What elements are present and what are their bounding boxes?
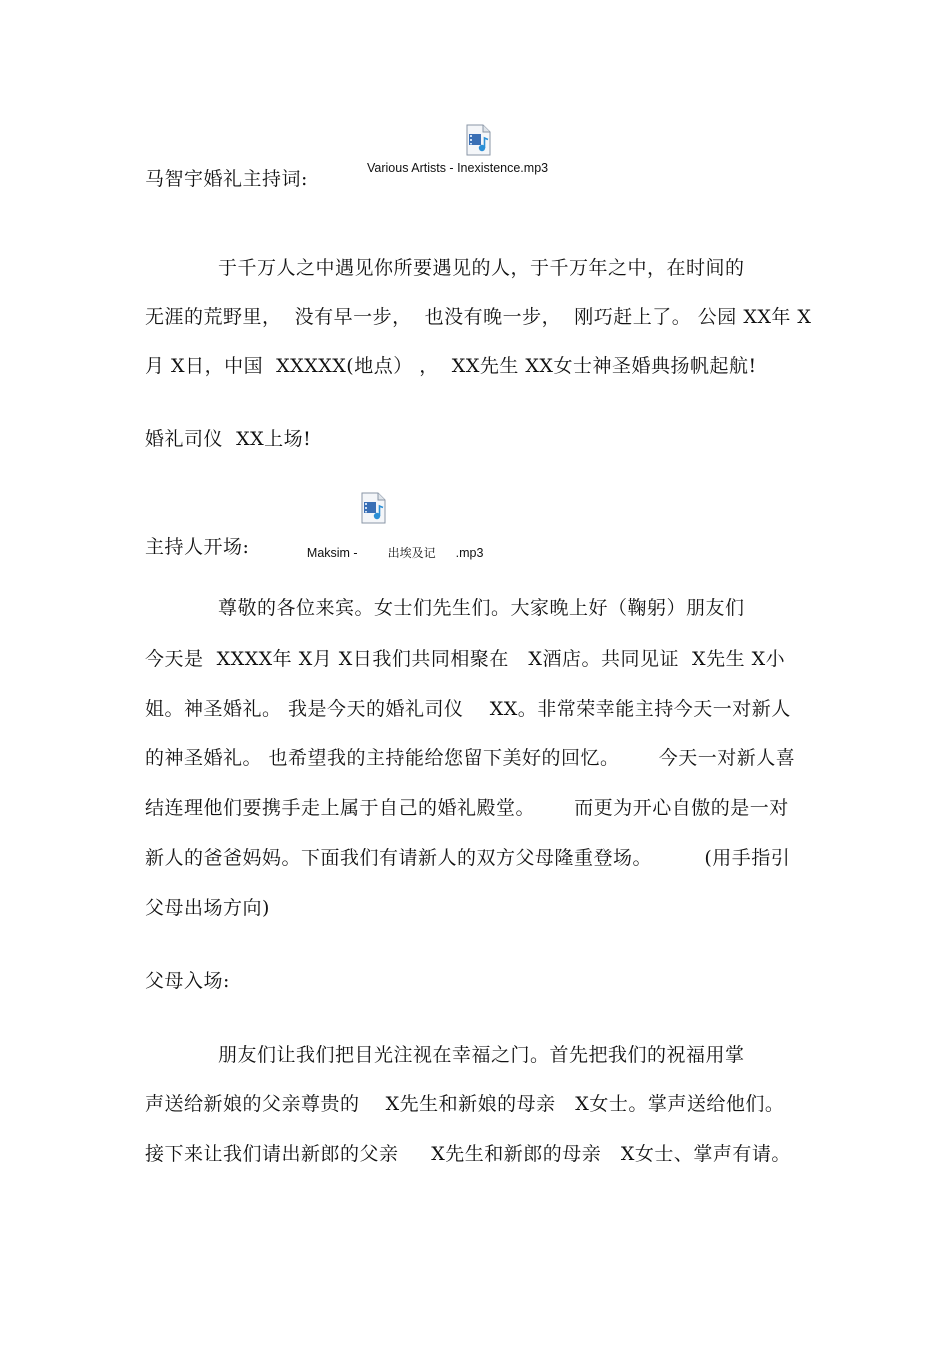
paragraph-line: 婚礼司仪 XX上场! [145,428,312,450]
paragraph-line: 尊敬的各位来宾。女士们先生们。大家晚上好（鞠躬）朋友们 [218,597,745,619]
attachment-label-middle: 出埃及记 [387,546,436,560]
section-title: 主持人开场: [145,536,250,558]
attachment-label-prefix: Maksim - [306,546,358,560]
attachment-label[interactable]: Various Artists - Inexistence.mp3 [367,161,549,175]
audio-file-icon[interactable] [360,492,386,524]
paragraph-line: 姐。神圣婚礼。 我是今天的婚礼司仪 XX。非常荣幸能主持今天一对新人 [145,698,791,720]
audio-file-icon[interactable] [465,124,491,156]
paragraph-line: 无涯的荒野里， 没有早一步， 也没有晚一步， 刚巧赶上了。 公园 XX年 X [145,306,812,328]
section-title: 父母入场: [145,970,230,992]
section-title: 马智宇婚礼主持词: [145,168,308,190]
paragraph-line: 今天是 XXXX年 X月 X日我们共同相聚在 X酒店。共同见证 X先生 X小 [145,648,786,670]
attachment-label-suffix: .mp3 [455,546,484,560]
attachment-label[interactable] [293,530,483,575]
paragraph-line: 月 X日，中国 XXXXX(地点） ， XX先生 XX女士神圣婚典扬帆起航! [145,355,757,377]
paragraph-line: 朋友们让我们把目光注视在幸福之门。首先把我们的祝福用掌 [218,1044,745,1066]
paragraph-line: 结连理他们要携手走上属于自己的婚礼殿堂。 而更为开心自傲的是一对 [145,797,789,819]
paragraph-line: 新人的爸爸妈妈。下面我们有请新人的双方父母隆重登场。 (用手指引 [145,847,791,869]
paragraph-line: 的神圣婚礼。 也希望我的主持能给您留下美好的回忆。 今天一对新人喜 [145,747,796,769]
paragraph-line: 声送给新娘的父亲尊贵的 X先生和新娘的母亲 X女士。掌声送给他们。 [145,1093,785,1115]
paragraph-line: 父母出场方向) [145,897,270,919]
paragraph-line: 接下来让我们请出新郎的父亲 X先生和新郎的母亲 X女士、掌声有请。 [145,1143,791,1165]
paragraph-line: 于千万人之中遇见你所要遇见的人，于千万年之中，在时间的 [218,257,745,279]
